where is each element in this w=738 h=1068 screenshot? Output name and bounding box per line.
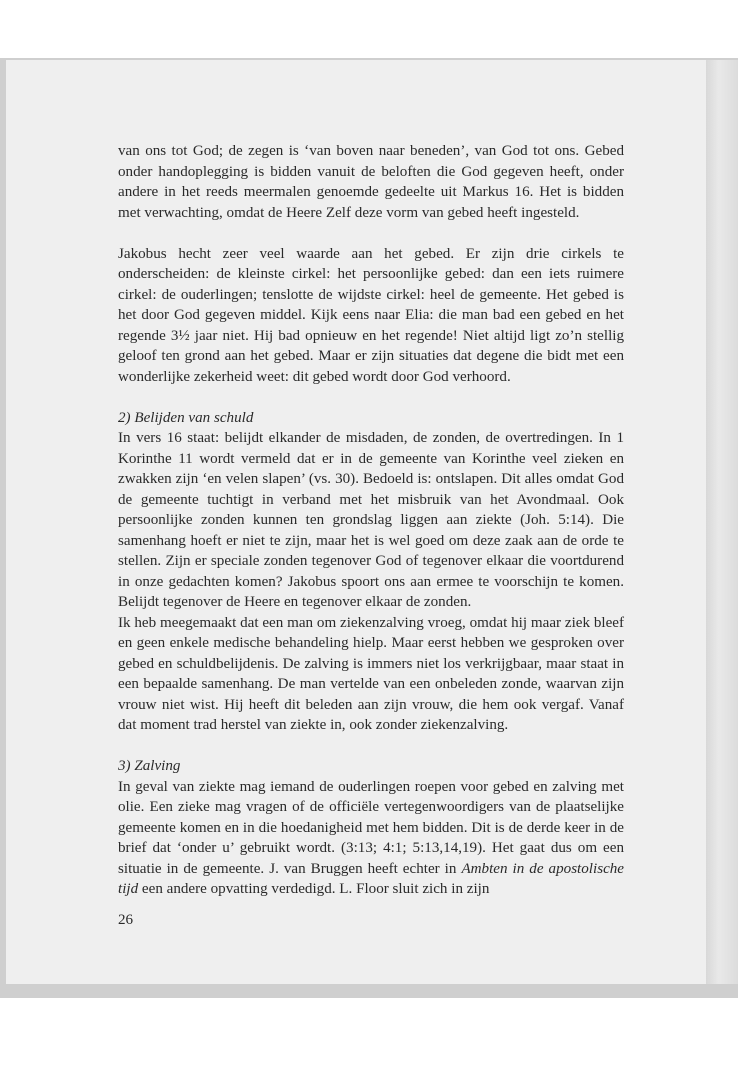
book-title: Ambten in de apostolische tijd — [118, 860, 625, 897]
section-heading-belijden: 2) Belijden van schuld — [118, 409, 254, 426]
paragraph-3: In vers 16 staat: belijdt elkander de misdaden, de zonden, de overtredingen. In 1 Korinthe 11 wordt vermeld dat er in de gemeente van Korinthe veel zieken en zwakken zijn ‘en velen slapen’ (vs. 30). Bedoeld is: ontslapen. Dit alles omdat God de gemeente tuchtigt in verband met het misbruik van het Avondmaal. Ook persoonlijke zonden kunnen ten grondslag liggen aan ziekte (Joh. 5:14). Die samenhang hoeft er niet te zijn, maar het is wel goed om deze zaak aan de orde te stellen. Zijn er speciale zonden tegenover God of tegenover elkaar die voortdurend in onze gedachten komen? Jakobus spoort ons aan ermee te voorschijn te komen. Belijdt tegenover de Heere en tegenover elkaar de zonden. — [118, 430, 624, 610]
body-text — [118, 141, 624, 900]
paragraph-5-start: In geval van ziekte mag iemand de ouderlingen roepen voor gebed en zalving met olie. Een zieke mag vragen of de officiële vertegenwoordigers van de plaatselijke gemeente komen en in die hoedanigheid met hem bidden. Dit is de derde keer in de brief dat ‘onder u’ gebruikt wordt. (3:13; 4:1; 5:13,14,19). Het gaat dus om een situatie in de gemeente. J. van Bruggen heeft echter in — [118, 778, 624, 877]
paragraph-5 — [118, 777, 624, 900]
paragraph-4: Ik heb meegemaakt dat een man om ziekenzalving vroeg, omdat hij maar ziek bleef en geen enkele medische behandeling hielp. Maar eerst hebben we gesproken over gebed en schuldbelijdenis. De zalving is immers niet los verkrijgbaar, maar staat in een bepaalde samenhang. De man vertelde van een onbeleden zonde, waarvan zijn vrouw niet wist. Hij heeft dit beleden aan zijn vrouw, die hem ook vergaf. Vanaf dat moment trad herstel van ziekte in, ook zonder ziekenzalving. — [118, 614, 624, 733]
page-edge — [706, 60, 738, 984]
paragraph-5-end: een andere opvatting verdedigd. L. Floor sluit zich in zijn — [138, 881, 490, 897]
page-number: 26 — [118, 912, 134, 928]
paragraph-1: van ons tot God; de zegen is ‘van boven naar beneden’, van God tot ons. Gebed onder handoplegging is bidden vanuit de beloften die God gegeven heeft, onder andere in het reeds meermalen genoemde gedeelte uit Markus 16. Het is bidden met verwachting, omdat de Heere Zelf deze vorm van gebed heeft ingesteld. — [118, 143, 624, 221]
section-heading-zalving: 3) Zalving — [118, 758, 181, 774]
paragraph-2: Jakobus hecht zeer veel waarde aan het gebed. Er zijn drie cirkels te onderscheiden: de kleinste cirkel: het persoonlijke gebed: dan een iets ruimere cirkel: de ouderlingen; tenslotte de wijdste cirkel: heel de gemeente. Het gebed is het door God gegeven middel. Kijk eens naar Elia: die man bad een gebed en het regende 3½ jaar niet. Hij bad opnieuw en het regende! Niet altijd ligt zo’n stellig geloof ten grond aan het gebed. Maar er zijn situaties dat degene die bidt met een wonderlijke zekerheid weet: dit gebed wordt door God verhoord. — [118, 245, 624, 385]
